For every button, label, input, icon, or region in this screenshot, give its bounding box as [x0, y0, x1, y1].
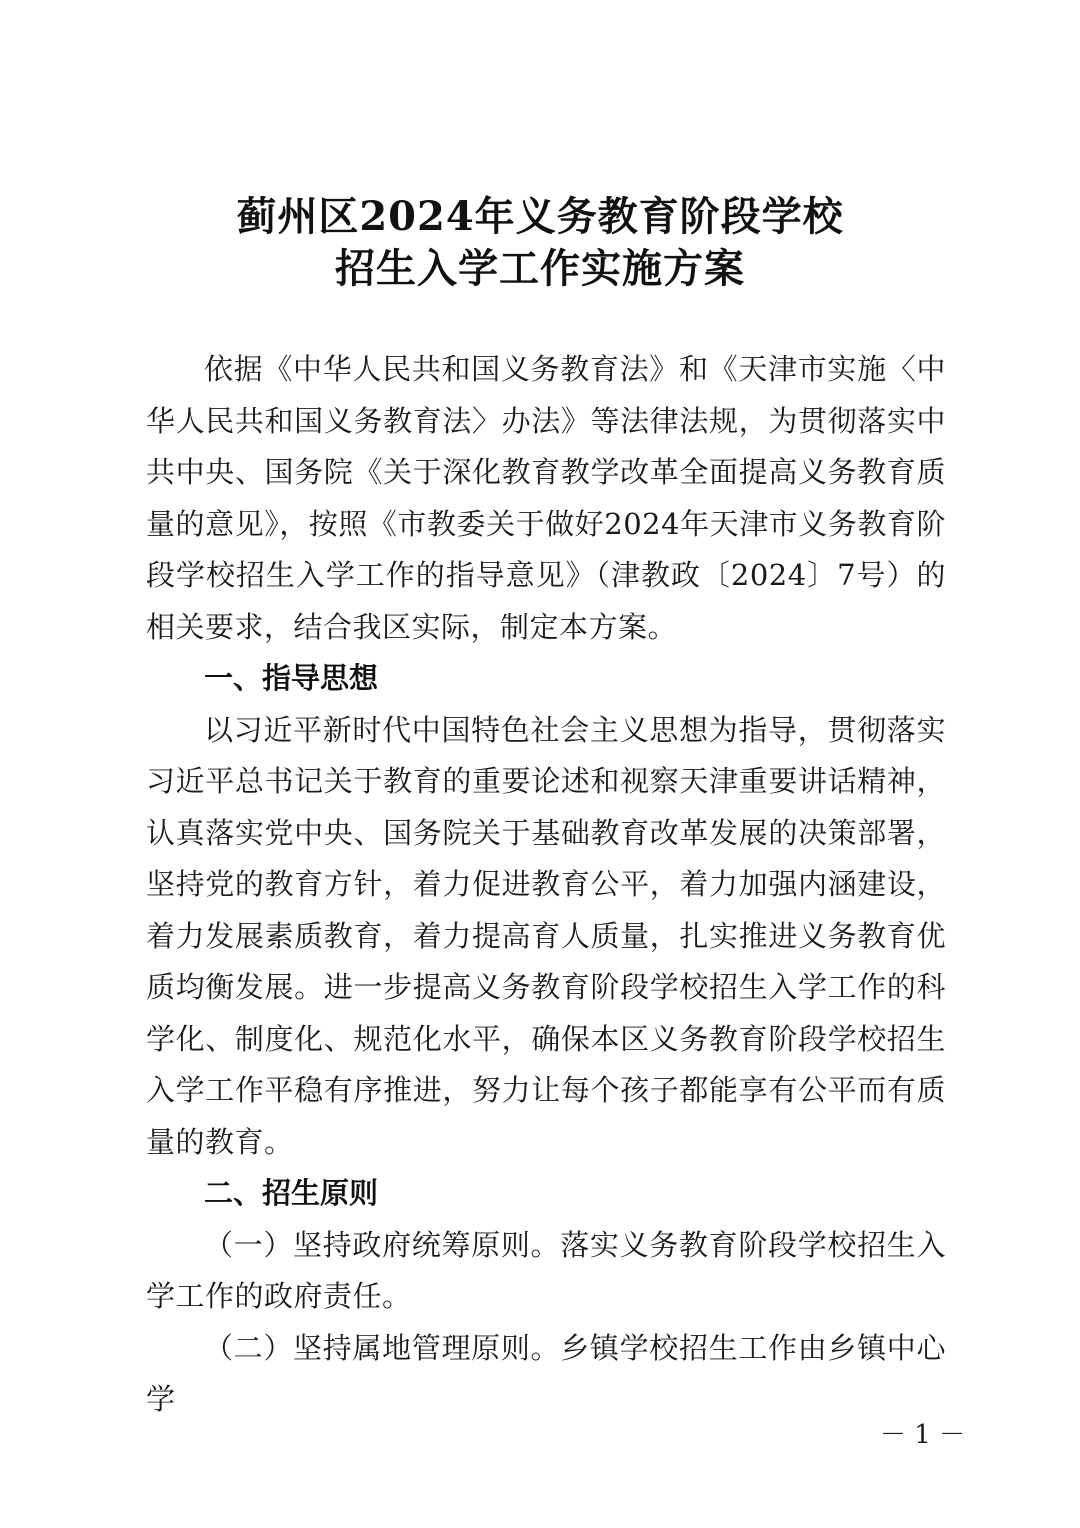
document-body: [146, 344, 946, 1426]
document-title-line-2: 招生入学工作实施方案: [335, 245, 745, 292]
section-2-item-2: （二）坚持属地管理原则。乡镇学校招生工作由乡镇中心学: [146, 1330, 946, 1416]
intro-paragraph: 依据《中华人民共和国义务教育法》和《天津市实施〈中华人民共和国义务教育法〉办法》等法律法规，为贯彻落实中共中央、国务院《关于深化教育教学改革全面提高义务教育质量的意见》，按照《市教委关于做好2024年天津市义务教育阶段学校招生入学工作的指导意见》（津教政〔2024〕7号）的相关要求，结合我区实际，制定本方案。: [146, 352, 946, 644]
section-1-paragraph: 以习近平新时代中国特色社会主义思想为指导，贯彻落实习近平总书记关于教育的重要论述和视察天津重要讲话精神，认真落实党中央、国务院关于基础教育改革发展的决策部署，坚持党的教育方针，着力促进教育公平，着力加强内涵建设，着力发展素质教育，着力提高育人质量，扎实推进义务教育优质均衡发展。进一步提高义务教育阶段学校招生入学工作的科学化、制度化、规范化水平，确保本区义务教育阶段学校招生入学工作平稳有序推进，努力让每个孩子都能享有公平而有质量的教育。: [146, 712, 946, 1159]
section-1-heading: 一、指导思想: [204, 661, 379, 695]
page-number: － 1 －: [880, 1420, 966, 1450]
section-2-item-1: （一）坚持政府统筹原则。落实义务教育阶段学校招生入学工作的政府责任。: [146, 1227, 946, 1313]
section-2-heading: 二、招生原则: [204, 1176, 379, 1210]
document-title-line-1: 蓟州区2024年义务教育阶段学校: [236, 193, 844, 240]
